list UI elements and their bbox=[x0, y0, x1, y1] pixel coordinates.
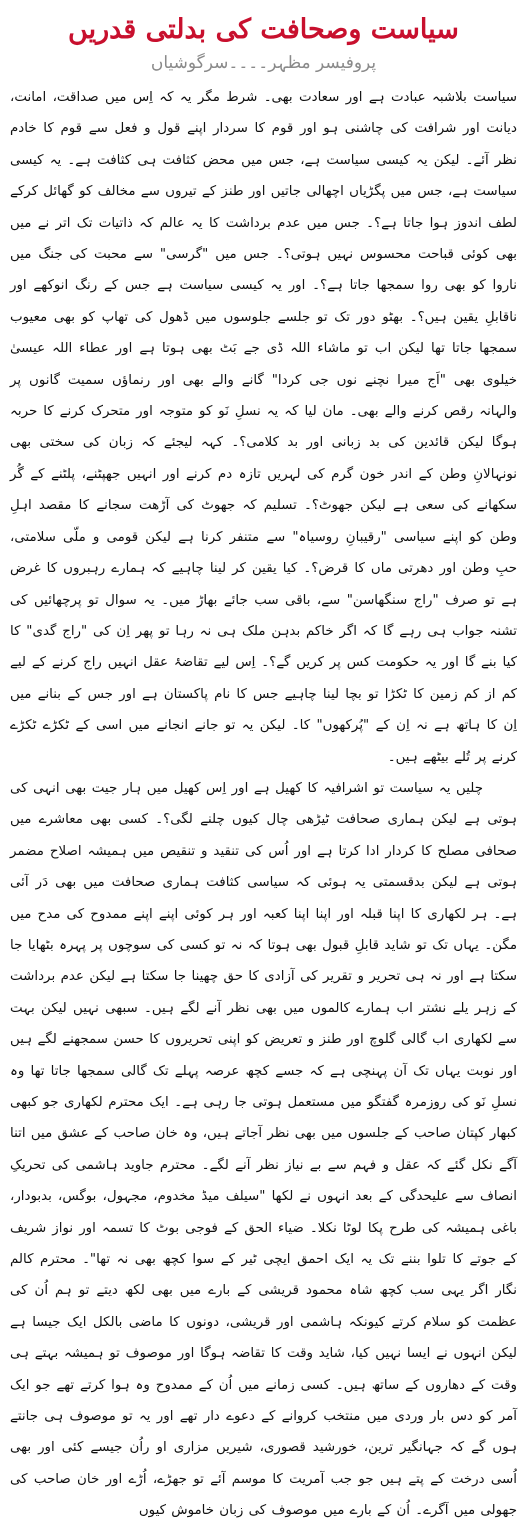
article-paragraph: چلیں یہ سیاست تو اشرافیہ کا کھیل ہے اور اِس کھیل میں ہار جیت بھی انہی کی ہوتی ہے لیکن ہماری صحافت ٹیڑھی چال کیوں چلنے لگی؟۔ کسی بھی معاشرے میں صحافی مصلح کا کردار ادا کرتا ہے اور اُس کی تنقید و تنقیص میں ہمیشہ اصلاح مضمر ہوتی ہے لیکن بدقسمتی یہ ہوئی کہ سیاسی کثافت ہماری صحافت میں بھی دَر آئی ہے۔ ہر لکھاری کا اپنا قبلہ اور اپنا اپنا کعبہ اور ہر کوئی اپنے اپنے ممدوح کی مدح میں مگن۔ یہاں تک تو شاید قابلِ قبول بھی ہوتا کہ نہ تو کسی کی سوچوں پر پہرہ بٹھایا جا سکتا ہے اور نہ ہی تحریر و تقریر کی آزادی کا حق چھینا جا سکتا ہے لیکن عدم برداشت کے زہر یلے نشتر اب ہمارے کالموں میں بھی نظر آنے لگے ہیں۔ سبھی نہیں لیکن بہت سے لکھاری اب گالی گلوچ اور طنز و تعریض کو اپنی تحریروں کا حسن سمجھنے لگے ہیں اور نوبت یہاں تک آن پہنچی ہے کہ جسے کچھ عرصہ پہلے تک گالی سمجھا جاتا تھا وہ نسلِ نَو کی روزمرہ گفتگو میں مستعمل ہوتی جا رہی ہے۔ ایک محترم لکھاری جو کبھی کبھار کپتان صاحب کے جلسوں میں بھی نظر آجاتے ہیں، وہ خان صاحب کے عشق میں اتنا آگے نکل گئے کہ عقل و فہم سے بے نیاز نظر آنے لگے۔ محترم جاوید ہاشمی کی تحریکِ انصاف سے علیحدگی کے بعد انہوں نے لکھا "سیلف میڈ مخدوم، مجہول، بوگس، بدبودار، باغی ہمیشہ کی طرح پکا لوٹا نکلا۔ ضیاء الحق کے فوجی بوٹ کا تسمہ اور نواز شریف کے جوتے کا تلوا بننے تک یہ ایک احمق ایچی ٹیر کے سوا کچھ بھی نہ تھا"۔ محترم کالم نگار اگر یہی سب کچھ شاہ محمود قریشی کے بارے میں بھی لکھ دیتے تو ہم اُن کی عظمت کو سلام کرتے کیونکہ ہاشمی اور قریشی، دونوں کا ماضی بالکل ایک جیسا ہے لیکن انہوں نے ایسا نہیں کیا، شاید وقت کا تقاضہ ہوگا اور موصوف تو ہمیشہ بہتے ہی وقت کے دھاروں کے ساتھ ہیں۔ کسی زمانے میں اُن کے ممدوح وہ ہوا کرتے تھے جو ایک آمر کو دس بار وردی میں منتخب کروانے کے دعوے دار تھے اور یہ تو موصوف ہی جانتے ہوں گے کہ جہانگیر ترین، خورشید قصوری، شیریں مزاری او راُن جیسے کئی اور بھی اُسی درخت کے پتے ہیں جو جب آمریت کا موسم آئے تو جھڑے، اُڑے اور خان صاحب کی جھولی میں آگرے۔ اُن کے بارے میں موصوف کی زبان خاموش کیوں bbox=[10, 780, 517, 1519]
article-paragraph: سیاست بلاشبہ عبادت ہے اور سعادت بھی۔ شرط مگر یہ کہ اِس میں صداقت، امانت، دیانت اور شرافت کی چاشنی ہو اور قوم کا سردار اپنے قول و فعل سے قوم کا خادم نظر آئے۔ لیکن یہ کیسی سیاست ہے، جس میں محض کثافت ہی کثافت ہے۔ یہ کیسی سیاست ہے، جس میں پگڑیاں اچھالی جاتیں اور طنز کے تیروں سے مخالف کو گھائل کرکے لطف اندوز ہوا جاتا ہے؟۔ جس میں عدم برداشت کا یہ عالم کہ ذاتیات تک اتر نے میں بھی کوئی قباحت محسوس نہیں ہوتی؟۔ جس میں "گرسی" سے محبت کی جنگ میں ناروا کو بھی روا سمجھا جاتا ہے؟۔ اور یہ کیسی سیاست ہے جس کے رنگ انوکھے اور ناقابلِ یقین ہیں؟۔ بھٹو دور تک تو جلسے جلوسوں میں ڈھول کی تھاپ کو بھی معیوب سمجھا جاتا تھا لیکن اب تو ماشاء اللہ ڈی جے بَٹ بھی ہوتا ہے اور عطاء اللہ عیسیٰ خیلوی بھی "اَج میرا نچنے نوں جی کردا" گانے والے بھی اور رنماؤں سمیت گانوں پر والہانہ رقص کرنے والے بھی۔ مان لیا کہ یہ نسلِ نَو کو متوجہ اور متحرک کرنے کا حربہ ہوگا لیکن قائدین کی بد زبانی اور بد کلامی؟۔ کہہ لیجئے کہ زبان کی سختی بھی نونہالانِ وطن کے اندر خون گرم کی لہریں تازہ دم کرنے اور انہیں جھپٹنے، پلٹنے کے گُر سکھانے کی سعی ہے لیکن جھوٹ؟۔ تسلیم کہ جھوٹ کی آڑھت سجانے کا مقصد اہلِ وطن کو اپنے سیاسی "رقیبانِ روسیاہ" سے متنفر کرنا ہے لیکن قومی و ملّی سلامتی، حبِ وطن اور دھرتی ماں کا قرض؟۔ کیا یقین کر لینا چاہیے کہ ہمارے رہبروں کا غرض ہے تو صرف "راج سنگھاسن" سے، باقی سب جائے بھاڑ میں۔ یہ سوال تو پرچھائیں کی تشنہ جواب ہی رہے گا کہ اگر خاکم بدہن ملک ہی نہ رہا تو پھر اِن کی "راج گدی" کا کیا بنے گا اور یہ حکومت کس پر کریں گے؟۔ اِس لیے تقاضۂ عقل انہیں راج کرنے کے لیے کم از کم زمین کا ٹکڑا تو بچا لینا چاہیے جس کا نام پاکستان ہے اور جس کے بنانے میں اِن کا ہاتھ ہے نہ اِن کے "پُرکھوں" کا۔ لیکن یہ تو جانے انجانے میں اسی کے ٹکڑے ٹکڑے کرنے پر تُلے بیٹھے ہیں۔ bbox=[10, 90, 517, 765]
article-byline: پروفیسر مظہر۔۔۔۔سرگوشیاں bbox=[150, 53, 377, 73]
article-title: سیاست وصحافت کی بدلتی قدریں bbox=[68, 14, 459, 45]
article-body bbox=[10, 82, 517, 1527]
